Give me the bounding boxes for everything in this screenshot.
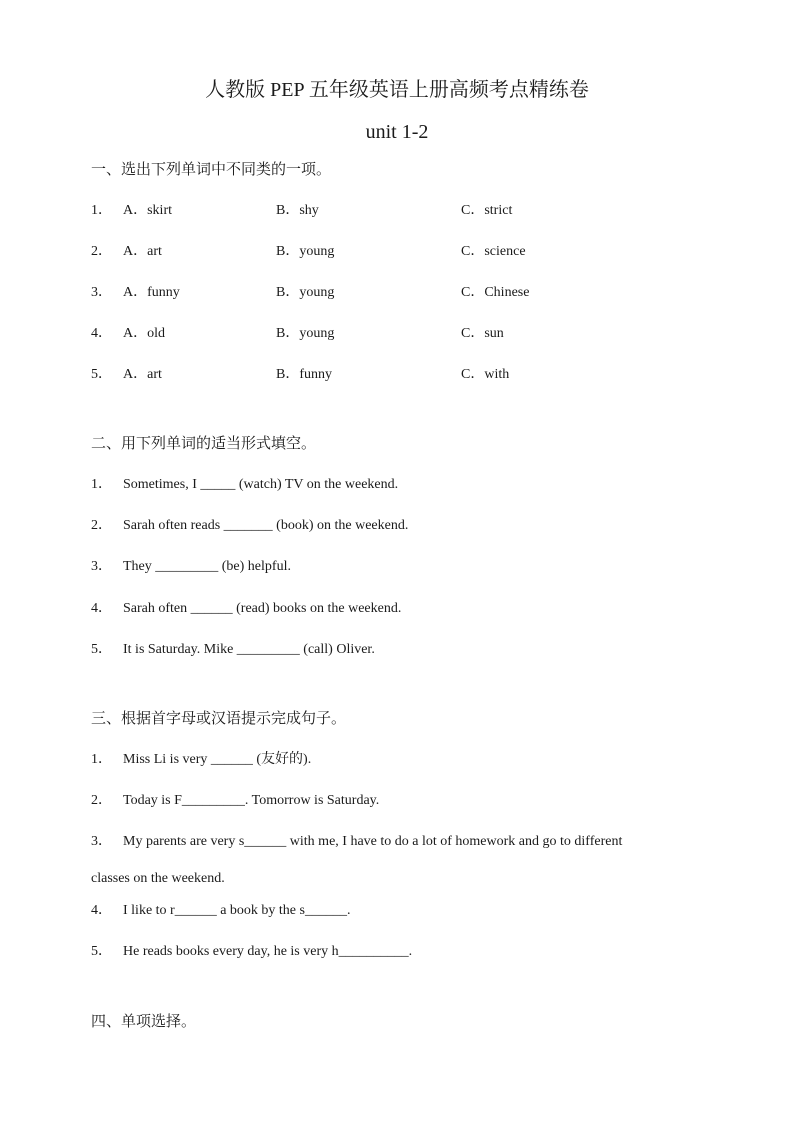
question-number: 3． (91, 834, 112, 849)
section-3-question (91, 833, 622, 851)
option-c: C．Chinese (461, 285, 530, 300)
option-a: A．art (123, 367, 162, 382)
section-1-heading: 一、选出下列单词中不同类的一项。 (91, 162, 332, 178)
question-text: Today is F_________. Tomorrow is Saturday. (123, 793, 380, 808)
question-text: Sarah often ______ (read) books on the weekend. (123, 601, 402, 616)
question-number: 3． (91, 559, 112, 574)
question-number: 1． (91, 477, 112, 492)
section-3-heading: 三、根据首字母或汉语提示完成句子。 (91, 711, 347, 727)
option-c: C．science (461, 244, 526, 259)
option-a: A．art (123, 244, 162, 259)
option-b: B．young (276, 285, 335, 300)
question-number: 1． (91, 203, 112, 218)
option-b: B．shy (276, 203, 319, 218)
option-b: B．young (276, 326, 335, 341)
option-a: A．old (123, 326, 165, 341)
question-text: Sometimes, I _____ (watch) TV on the weekend. (123, 477, 399, 492)
question-text: It is Saturday. Mike _________ (call) Oliver. (123, 642, 375, 657)
question-number: 5． (91, 944, 112, 959)
option-a: A．funny (123, 285, 180, 300)
section-3-question (91, 792, 379, 810)
page-title: 人教版 PEP 五年级英语上册高频考点精练卷 (205, 79, 589, 101)
option-b: B．young (276, 244, 335, 259)
question-number: 2． (91, 244, 112, 259)
page-subtitle: unit 1-2 (365, 121, 429, 143)
question-text: I like to r______ a book by the s______. (123, 903, 351, 918)
option-c: C．with (461, 367, 510, 382)
question-number: 2． (91, 518, 112, 533)
question-number: 5． (91, 367, 112, 382)
question-number: 4． (91, 601, 112, 616)
section-2-question (91, 558, 291, 576)
question-number: 1． (91, 752, 112, 767)
question-text: Sarah often reads _______ (book) on the weekend. (123, 518, 409, 533)
question-text: They _________ (be) helpful. (123, 559, 291, 574)
question-number: 4． (91, 903, 112, 918)
question-text: He reads books every day, he is very h__________. (123, 944, 413, 959)
question-number: 5． (91, 642, 112, 657)
question-number: 4． (91, 326, 112, 341)
option-c: C．sun (461, 326, 504, 341)
section-3-question (91, 902, 350, 920)
question-number: 2． (91, 793, 112, 808)
option-c: C．strict (461, 203, 513, 218)
section-4-heading: 四、单项选择。 (91, 1014, 197, 1030)
section-2-question (91, 517, 408, 535)
question-text: My parents are very s______ with me, I have to do a lot of homework and go to different (123, 834, 623, 849)
section-2-question (91, 600, 401, 618)
question-number: 3． (91, 285, 112, 300)
question-text-continuation: classes on the weekend. (91, 871, 225, 886)
question-text: Miss Li is very ______ (友好的). (123, 752, 312, 767)
option-b: B．funny (276, 367, 332, 382)
section-2-heading: 二、用下列单词的适当形式填空。 (91, 436, 317, 452)
section-2-question (91, 641, 375, 659)
section-3-question (91, 943, 412, 961)
section-3-question (91, 751, 311, 769)
section-2-question (91, 476, 398, 494)
option-a: A．skirt (123, 203, 172, 218)
